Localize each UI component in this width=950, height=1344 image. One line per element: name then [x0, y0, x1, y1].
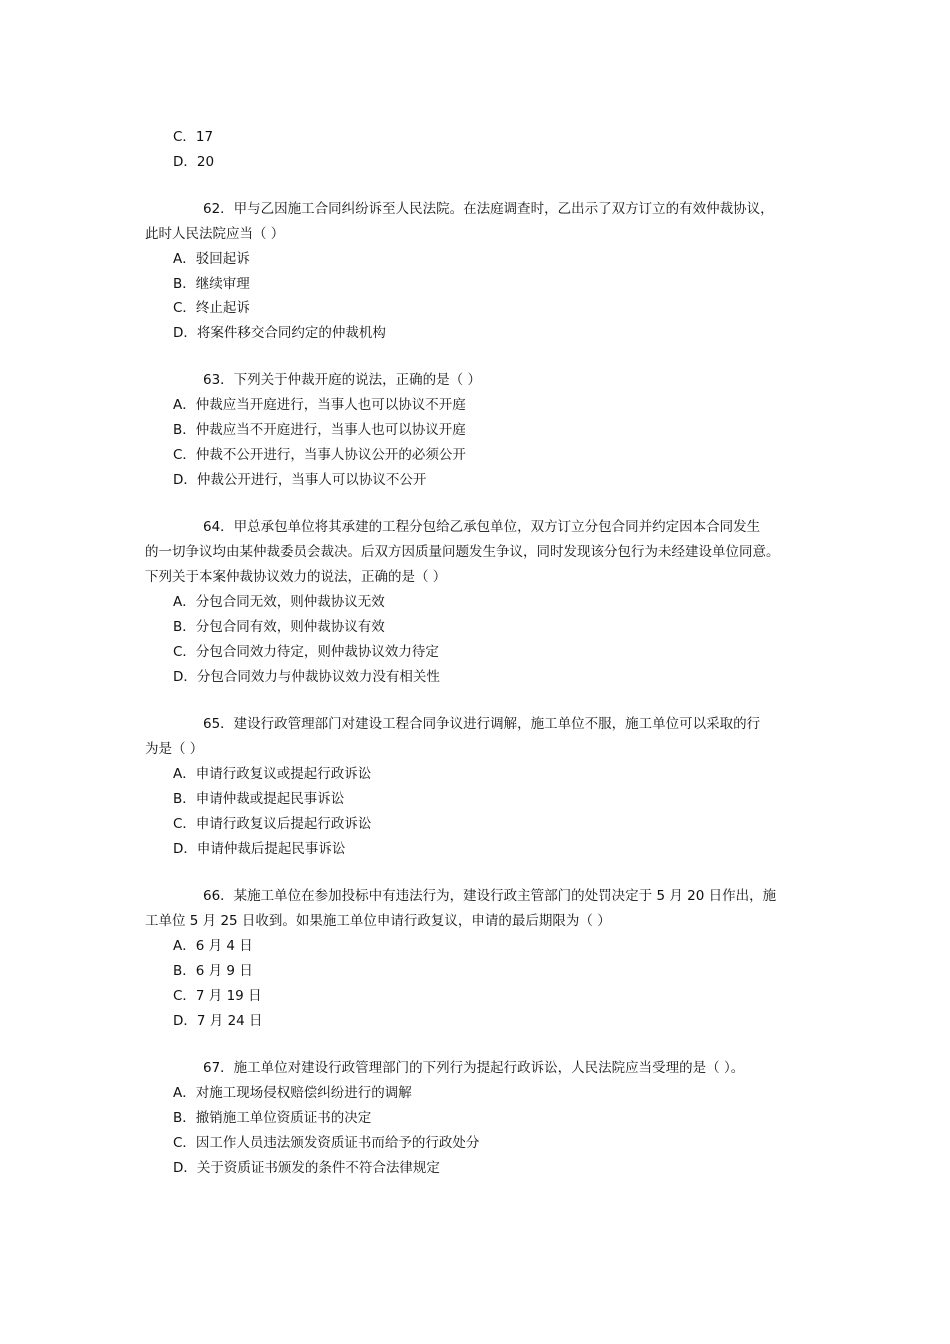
option-b: B．继续审理 [173, 276, 250, 292]
option-a: A．驳回起诉 [173, 251, 250, 267]
option-b: B．6 月 9 日 [173, 963, 253, 979]
question-stem-line: 63．下列关于仲裁开庭的说法，正确的是（ ） [203, 372, 481, 388]
question-stem-line: 62．甲与乙因施工合同纠纷诉至人民法院。在法庭调查时，乙出示了双方订立的有效仲裁协议， [203, 201, 774, 217]
question-stem-line: 为是（ ） [145, 741, 204, 757]
option-d: D．仲裁公开进行，当事人可以协议不公开 [173, 472, 427, 488]
option-c: C．仲裁不公开进行，当事人协议公开的必须公开 [173, 447, 466, 463]
option-a: A．对施工现场侵权赔偿纠纷进行的调解 [173, 1085, 412, 1101]
question-stem-line: 67．施工单位对建设行政管理部门的下列行为提起行政诉讼，人民法院应当受理的是（ ）。 [203, 1060, 745, 1076]
question-stem-line: 的一切争议均由某仲裁委员会裁决。后双方因质量问题发生争议，同时发现该分包行为未经建设单位同意。 [145, 544, 780, 560]
question-stem-line: 下列关于本案仲裁协议效力的说法，正确的是（ ） [145, 569, 447, 585]
option-d: D．7 月 24 日 [173, 1013, 263, 1029]
option-c: C．因工作人员违法颁发资质证书而给予的行政处分 [173, 1135, 480, 1151]
question-stem-line: 64．甲总承包单位将其承建的工程分包给乙承包单位，双方订立分包合同并约定因本合同发生 [203, 519, 761, 535]
option-d: D．分包合同效力与仲裁协议效力没有相关性 [173, 669, 440, 685]
question-stem-line: 65．建设行政管理部门对建设工程合同争议进行调解，施工单位不服，施工单位可以采取的行 [203, 716, 761, 732]
option-b: B．申请仲裁或提起民事诉讼 [173, 791, 345, 807]
option-a: A．分包合同无效，则仲裁协议无效 [173, 594, 385, 610]
prev-option-d: D．20 [173, 154, 215, 170]
option-d: D．申请仲裁后提起民事诉讼 [173, 841, 346, 857]
option-c: C．7 月 19 日 [173, 988, 262, 1004]
question-stem-line: 工单位 5 月 25 日收到。如果施工单位申请行政复议，申请的最后期限为（ ） [145, 913, 611, 929]
option-a: A．申请行政复议或提起行政诉讼 [173, 766, 372, 782]
option-c: C．分包合同效力待定，则仲裁协议效力待定 [173, 644, 439, 660]
option-c: C．终止起诉 [173, 300, 250, 316]
option-d: D．将案件移交合同约定的仲裁机构 [173, 325, 386, 341]
question-stem-line: 此时人民法院应当（ ） [145, 226, 285, 242]
option-a: A．仲裁应当开庭进行，当事人也可以协议不开庭 [173, 397, 466, 413]
prev-option-c: C．17 [173, 129, 214, 145]
option-b: B．仲裁应当不开庭进行，当事人也可以协议开庭 [173, 422, 466, 438]
option-a: A．6 月 4 日 [173, 938, 253, 954]
option-b: B．撤销施工单位资质证书的决定 [173, 1110, 372, 1126]
option-b: B．分包合同有效，则仲裁协议有效 [173, 619, 385, 635]
question-stem-line: 66．某施工单位在参加投标中有违法行为，建设行政主管部门的处罚决定于 5 月 20 日作出，施 [203, 888, 777, 904]
option-c: C．申请行政复议后提起行政诉讼 [173, 816, 372, 832]
option-d: D．关于资质证书颁发的条件不符合法律规定 [173, 1160, 440, 1176]
